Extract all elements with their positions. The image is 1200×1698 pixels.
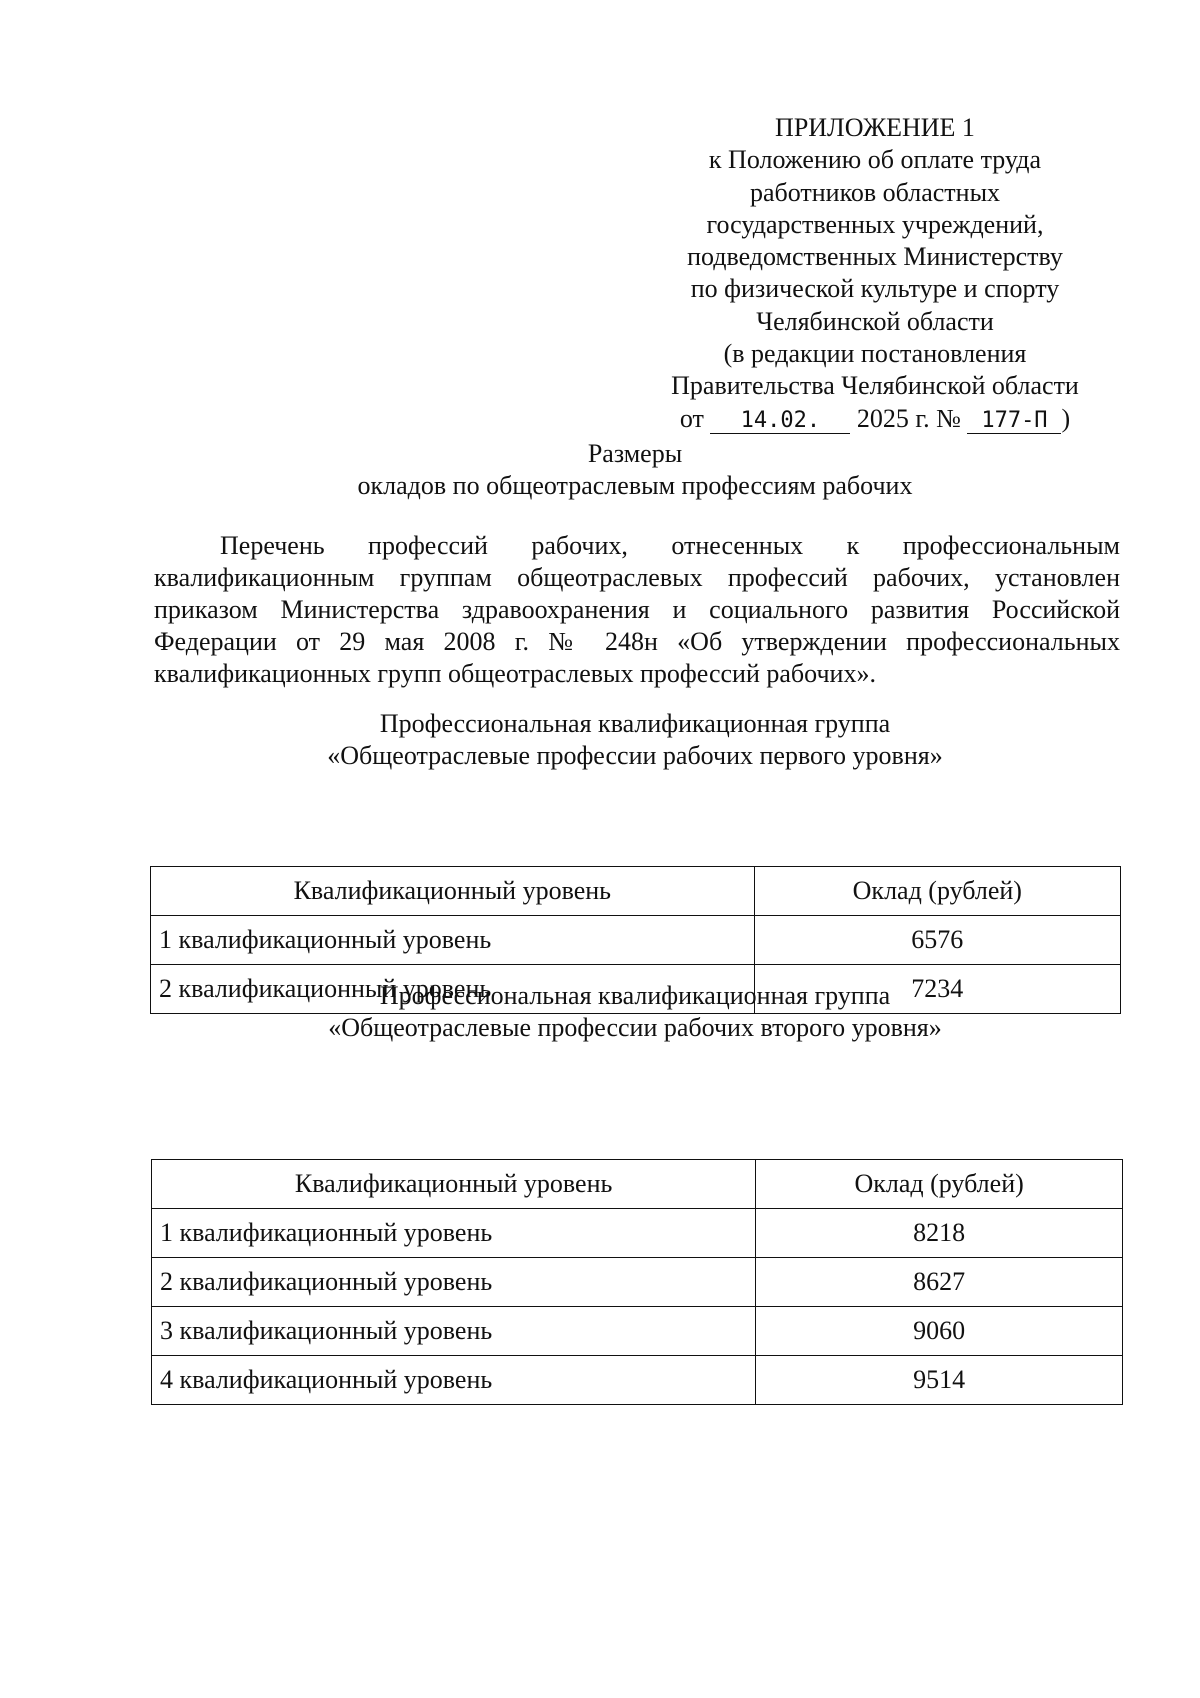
appendix-title: ПРИЛОЖЕНИЕ 1	[775, 113, 975, 142]
table-header-row	[151, 867, 1121, 916]
salary-cell: 9514	[756, 1356, 1123, 1405]
salary-cell: 8218	[756, 1209, 1123, 1258]
appendix-header	[600, 112, 1150, 435]
table-row	[152, 1307, 1123, 1356]
table-row	[152, 1258, 1123, 1307]
table-row	[152, 1356, 1123, 1405]
date-prefix: от	[679, 403, 704, 433]
header-salary: Оклад (рублей)	[754, 867, 1120, 916]
table-row	[151, 916, 1121, 965]
level-cell: 4 квалификационный уровень	[152, 1356, 756, 1405]
level-cell: 3 квалификационный уровень	[152, 1307, 756, 1356]
group-title-line: «Общеотраслевые профессии рабочих второго уровня»	[328, 1013, 942, 1042]
appendix-line: по физической культуре и спорту	[690, 274, 1060, 304]
appendix-line: подведомственных Министерству	[687, 242, 1063, 272]
title-line: Размеры	[587, 439, 683, 468]
level-cell: 1 квалификационный уровень	[151, 916, 755, 965]
appendix-line: государственных учреждений,	[706, 209, 1044, 239]
appendix-line: (в редакции постановления	[723, 339, 1027, 369]
group-title-first-level	[150, 708, 1120, 772]
group-title-line: Профессиональная квалификационная группа	[379, 981, 891, 1010]
group-title-line: «Общеотраслевые профессии рабочих первого уровня»	[327, 741, 943, 770]
title-line: окладов по общеотраслевым профессиям рабочих	[357, 471, 913, 500]
table-row	[152, 1209, 1123, 1258]
salary-cell: 7234	[754, 965, 1120, 1014]
resolution-year: 2025 г. №	[856, 403, 961, 433]
group-title-line: Профессиональная квалификационная группа	[379, 709, 891, 738]
resolution-number: 177-П	[967, 409, 1061, 434]
salary-cell: 8627	[756, 1258, 1123, 1307]
level-cell: 2 квалификационный уровень	[151, 965, 755, 1014]
level-cell: 1 квалификационный уровень	[152, 1209, 756, 1258]
level-cell: 2 квалификационный уровень	[152, 1258, 756, 1307]
resolution-date: 14.02.	[710, 409, 850, 434]
appendix-line: Челябинской области	[756, 306, 994, 336]
header-level: Квалификационный уровень	[152, 1160, 756, 1209]
salary-cell: 6576	[754, 916, 1120, 965]
salary-cell: 9060	[756, 1307, 1123, 1356]
group-title-second-level	[150, 980, 1120, 1044]
document-title	[150, 438, 1120, 502]
intro-paragraph: Перечень профессий рабочих, отнесенных к профессиональным квалификационным группам общеотраслевых профессий рабочих, установлен приказом Министерства здравоохранения и социального развития Российской Федерации от 29 мая 2008 г. № 248н «Об утверждении профессиональных квалификационных групп общеотраслевых профессий рабочих».	[154, 531, 1120, 688]
header-level: Квалификационный уровень	[151, 867, 755, 916]
salary-table-second-level	[151, 1159, 1123, 1405]
appendix-line: Правительства Челябинской области	[671, 371, 1079, 401]
header-salary: Оклад (рублей)	[756, 1160, 1123, 1209]
table-header-row	[152, 1160, 1123, 1209]
resolution-date-line	[600, 403, 1150, 435]
appendix-line: к Положению об оплате труда	[708, 145, 1042, 175]
closing-paren: )	[1061, 403, 1071, 433]
appendix-line: работников областных	[749, 177, 1001, 207]
